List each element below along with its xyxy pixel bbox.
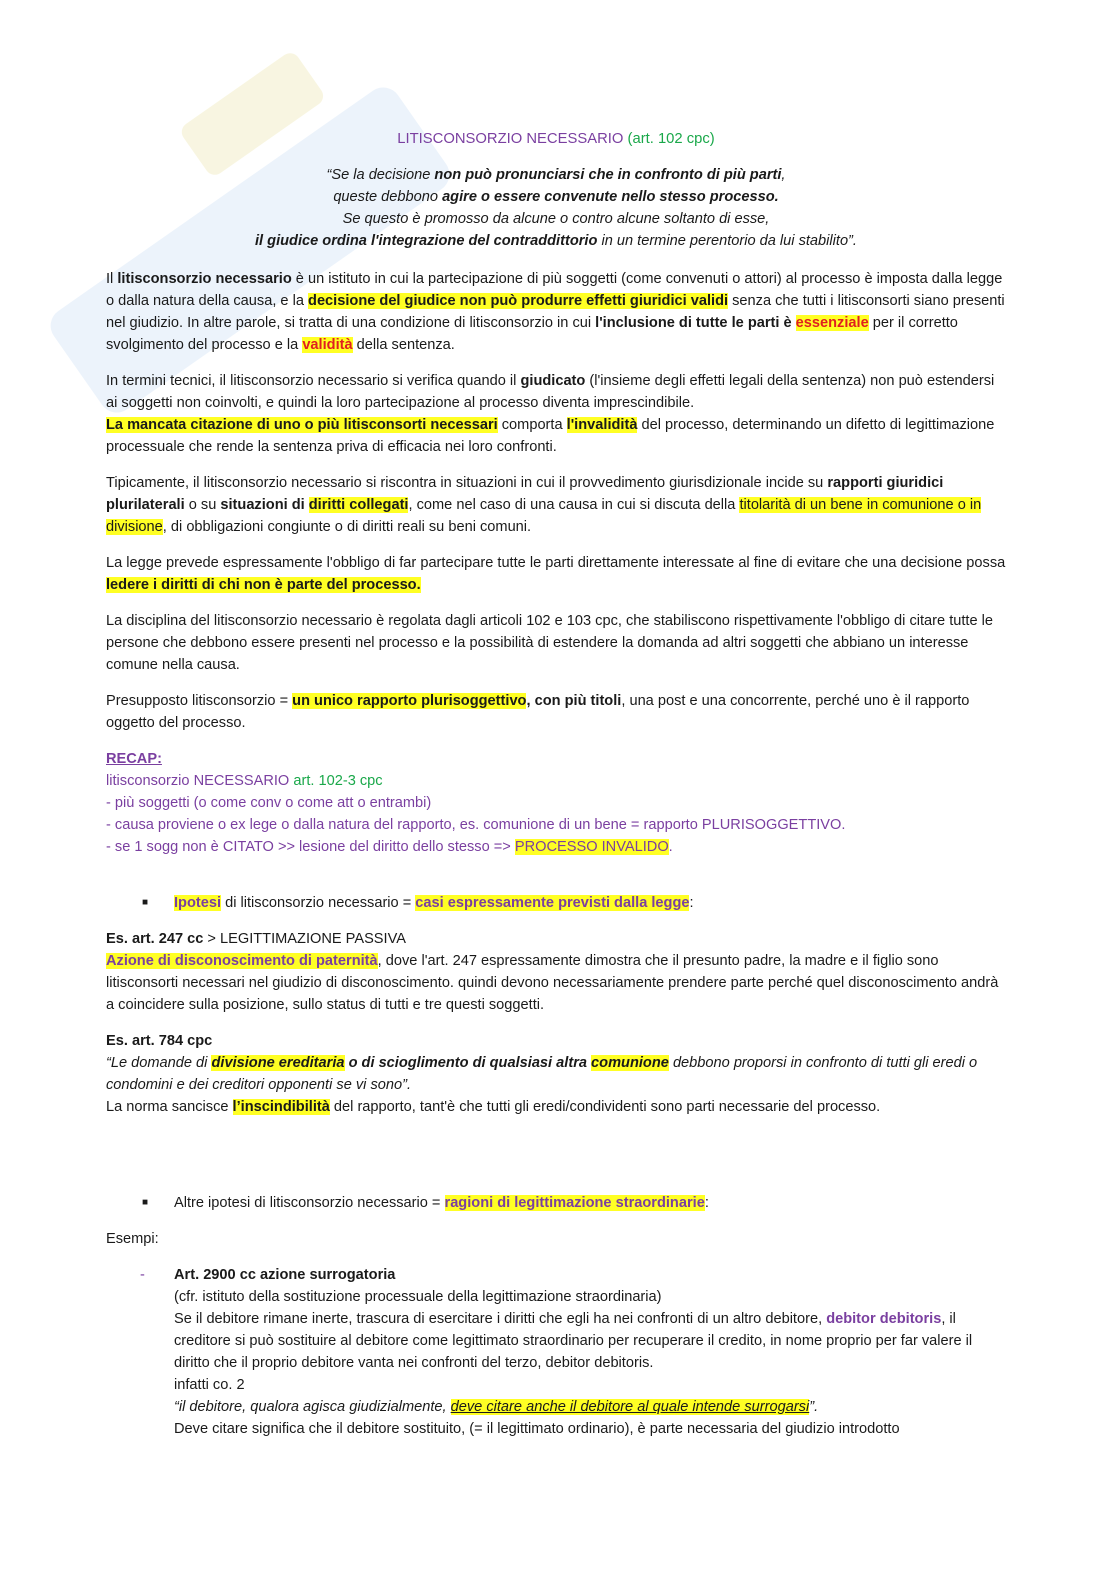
highlight: un unico rapporto plurisoggettivo (292, 693, 527, 709)
highlight: ledere i diritti di chi non è parte del processo. (106, 577, 421, 593)
highlight-red: validità (302, 337, 353, 353)
article-quote (106, 164, 1006, 252)
quote-text: Se questo è promosso da alcune o contro alcune soltanto di esse, (342, 211, 770, 227)
bullet-square-icon: ■ (142, 897, 149, 908)
highlight-red: essenziale (795, 315, 869, 331)
highlight: ragioni di legittimazione straordinarie (444, 1195, 705, 1211)
paragraph-law: La legge prevede espressamente l'obbligo di far partecipare tutte le parti direttamente interessate al fine di evitare che una decisione possa ledere i diritti di chi non è parte del processo. (106, 555, 1006, 593)
title-ref: (art. 102 cpc) (627, 131, 715, 147)
document-page (106, 128, 1006, 1440)
quote-text: “Se la decisione (326, 167, 435, 183)
bullet-square-icon: ■ (142, 1197, 149, 1208)
highlight: diritti collegati (308, 497, 409, 513)
paragraph-presupposto: Presupposto litisconsorzio = un unico rapporto plurisoggettivo, con più titoli, una post e una concorrente, perché uno è il rapporto oggetto del processo. (106, 693, 970, 731)
highlight: divisione ereditaria (211, 1055, 345, 1071)
highlight: Ipotesi (174, 895, 222, 911)
example-art-2900: - Art. 2900 cc azione surrogatoria (cfr. istituto della sostituzione processuale della legittimazione straordinaria) Se il debitore rimane inerte, trascura di esercitare i diritti che egli ha nei confronti di un altro debitore, debitor debitoris, il creditore si può sostituire al debitore come legittimato straordinario per recuperare il credito, in nome proprio per far valere il diritto che il proprio debitore vanta nei confronti del terzo, debitor debitoris. infatti co. 2 “il debitore, qualora agisca giudizialmente, deve citare anche il debitore al quale intende surrogarsi”. Deve citare significa che il debitore sostituito, (= il legittimato ordinario), è parte necessaria del giudizio introdotto (106, 1264, 1006, 1440)
esempi-label: Esempi: (106, 1231, 159, 1247)
quote-text: in un termine perentorio da lui stabilito”. (597, 233, 857, 249)
paragraph-technical: In termini tecnici, il litisconsorzio necessario si verifica quando il giudicato (l'insieme degli effetti legali della sentenza) non può estendersi ai soggetti non coinvolti, e quindi la loro partecipazione al processo diventa imprescindibile. La mancata citazione di uno o più litisconsorti necessari comporta l'invalidità del processo, determinando un difetto di legittimazione processuale che rende la sentenza priva di efficacia nei loro confronti. (106, 373, 995, 455)
highlight: deve citare anche il debitore al quale intende surrogarsi (450, 1399, 810, 1415)
highlight: casi espressamente previsti dalla legge (415, 895, 690, 911)
highlight: l’inscindibilità (232, 1099, 330, 1115)
highlight: decisione del giudice non può produrre effetti giuridici validi (308, 293, 729, 309)
recap-heading: RECAP: (106, 751, 162, 767)
bullet-altre-ipotesi: ■ Altre ipotesi di litisconsorzio necessario = ragioni di legittimazione straordinarie: (106, 1192, 1006, 1214)
bullet-ipotesi: ■ Ipotesi di litisconsorzio necessario = casi espressamente previsti dalla legge: (106, 892, 1006, 914)
page-title (106, 128, 1006, 150)
highlight: PROCESSO INVALIDO (514, 839, 669, 855)
quote-bold: il giudice ordina l'integrazione del contraddittorio (255, 233, 598, 249)
highlight: titolarità di un bene in comunione o in divisione (106, 497, 982, 535)
quote-bold: agire o essere convenute nello stesso processo. (442, 189, 779, 205)
highlight: comunione (591, 1055, 669, 1071)
example-art-247: Es. art. 247 cc > LEGITTIMAZIONE PASSIVA Azione di disconoscimento di paternità, dove l'art. 247 espressamente dimostra che il presunto padre, la madre e il figlio sono litisconsorti necessari nel giudizio di disconoscimento. quindi devono necessariamente prendere parte perché quel disconoscimento andrà a coincidere sulla posizione, sullo status di tutti e tre questi soggetti. (106, 931, 999, 1013)
title-main: LITISCONSORZIO NECESSARIO (397, 131, 624, 147)
highlight: l'invalidità (566, 417, 638, 433)
paragraph-discipline: La disciplina del litisconsorzio necessario è regolata dagli articoli 102 e 103 cpc, che stabiliscono rispettivamente l'obbligo di citare tutte le persone che debbono essere presenti nel processo e la possibilità di estendere la domanda ad altri soggetti che abbiano un interesse comune nella causa. (106, 613, 994, 673)
paragraph-typical: Tipicamente, il litisconsorzio necessario si riscontra in situazioni in cui il provvedimento giurisdizionale incide su rapporti giuridici plurilaterali o su situazioni di diritti collegati, come nel caso di una causa in cui si discuta della titolarità di un bene in comunione o in divisione, di obbligazioni congiunte o di diritti reali su beni comuni. (106, 475, 982, 535)
recap-block: RECAP: litisconsorzio NECESSARIO art. 102-3 cpc - più soggetti (o come conv o come att o entrambi) - causa proviene o ex lege o dalla natura del rapporto, es. comunione di un bene = rapporto PLURISOGGETTIVO. - se 1 sogg non è CITATO >> lesione del diritto dello stesso => PROCESSO INVALIDO. (106, 748, 1006, 858)
paragraph-definition: Il litisconsorzio necessario è un istituto in cui la partecipazione di più soggetti (come convenuti o attori) al processo è imposta dalla legge o dalla natura della causa, e la decisione del giudice non può produrre effetti giuridici validi senza che tutti i litisconsorti siano presenti nel giudizio. In altre parole, si tratta di una condizione di litisconsorzio in cui l'inclusione di tutte le parti è essenziale per il corretto svolgimento del processo e la validità della sentenza. (106, 271, 1005, 353)
highlight: Azione di disconoscimento di paternità (106, 953, 378, 969)
quote-text: , (781, 167, 786, 183)
highlight: La mancata citazione di uno o più litisconsorti necessari (106, 417, 498, 433)
quote-text: queste debbono (333, 189, 443, 205)
quote-bold: non può pronunciarsi che in confronto di più parti (434, 167, 782, 183)
dash-bullet-icon: - (140, 1267, 145, 1283)
example-art-784: Es. art. 784 cpc “Le domande di divisione ereditaria o di scioglimento di qualsiasi altra comunione debbono proporsi in confronto di tutti gli eredi o condomini e dei creditori opponenti se vi sono”. La norma sancisce l’inscindibilità del rapporto, tant'è che tutti gli eredi/condividenti sono parti necessarie del processo. (106, 1033, 978, 1115)
